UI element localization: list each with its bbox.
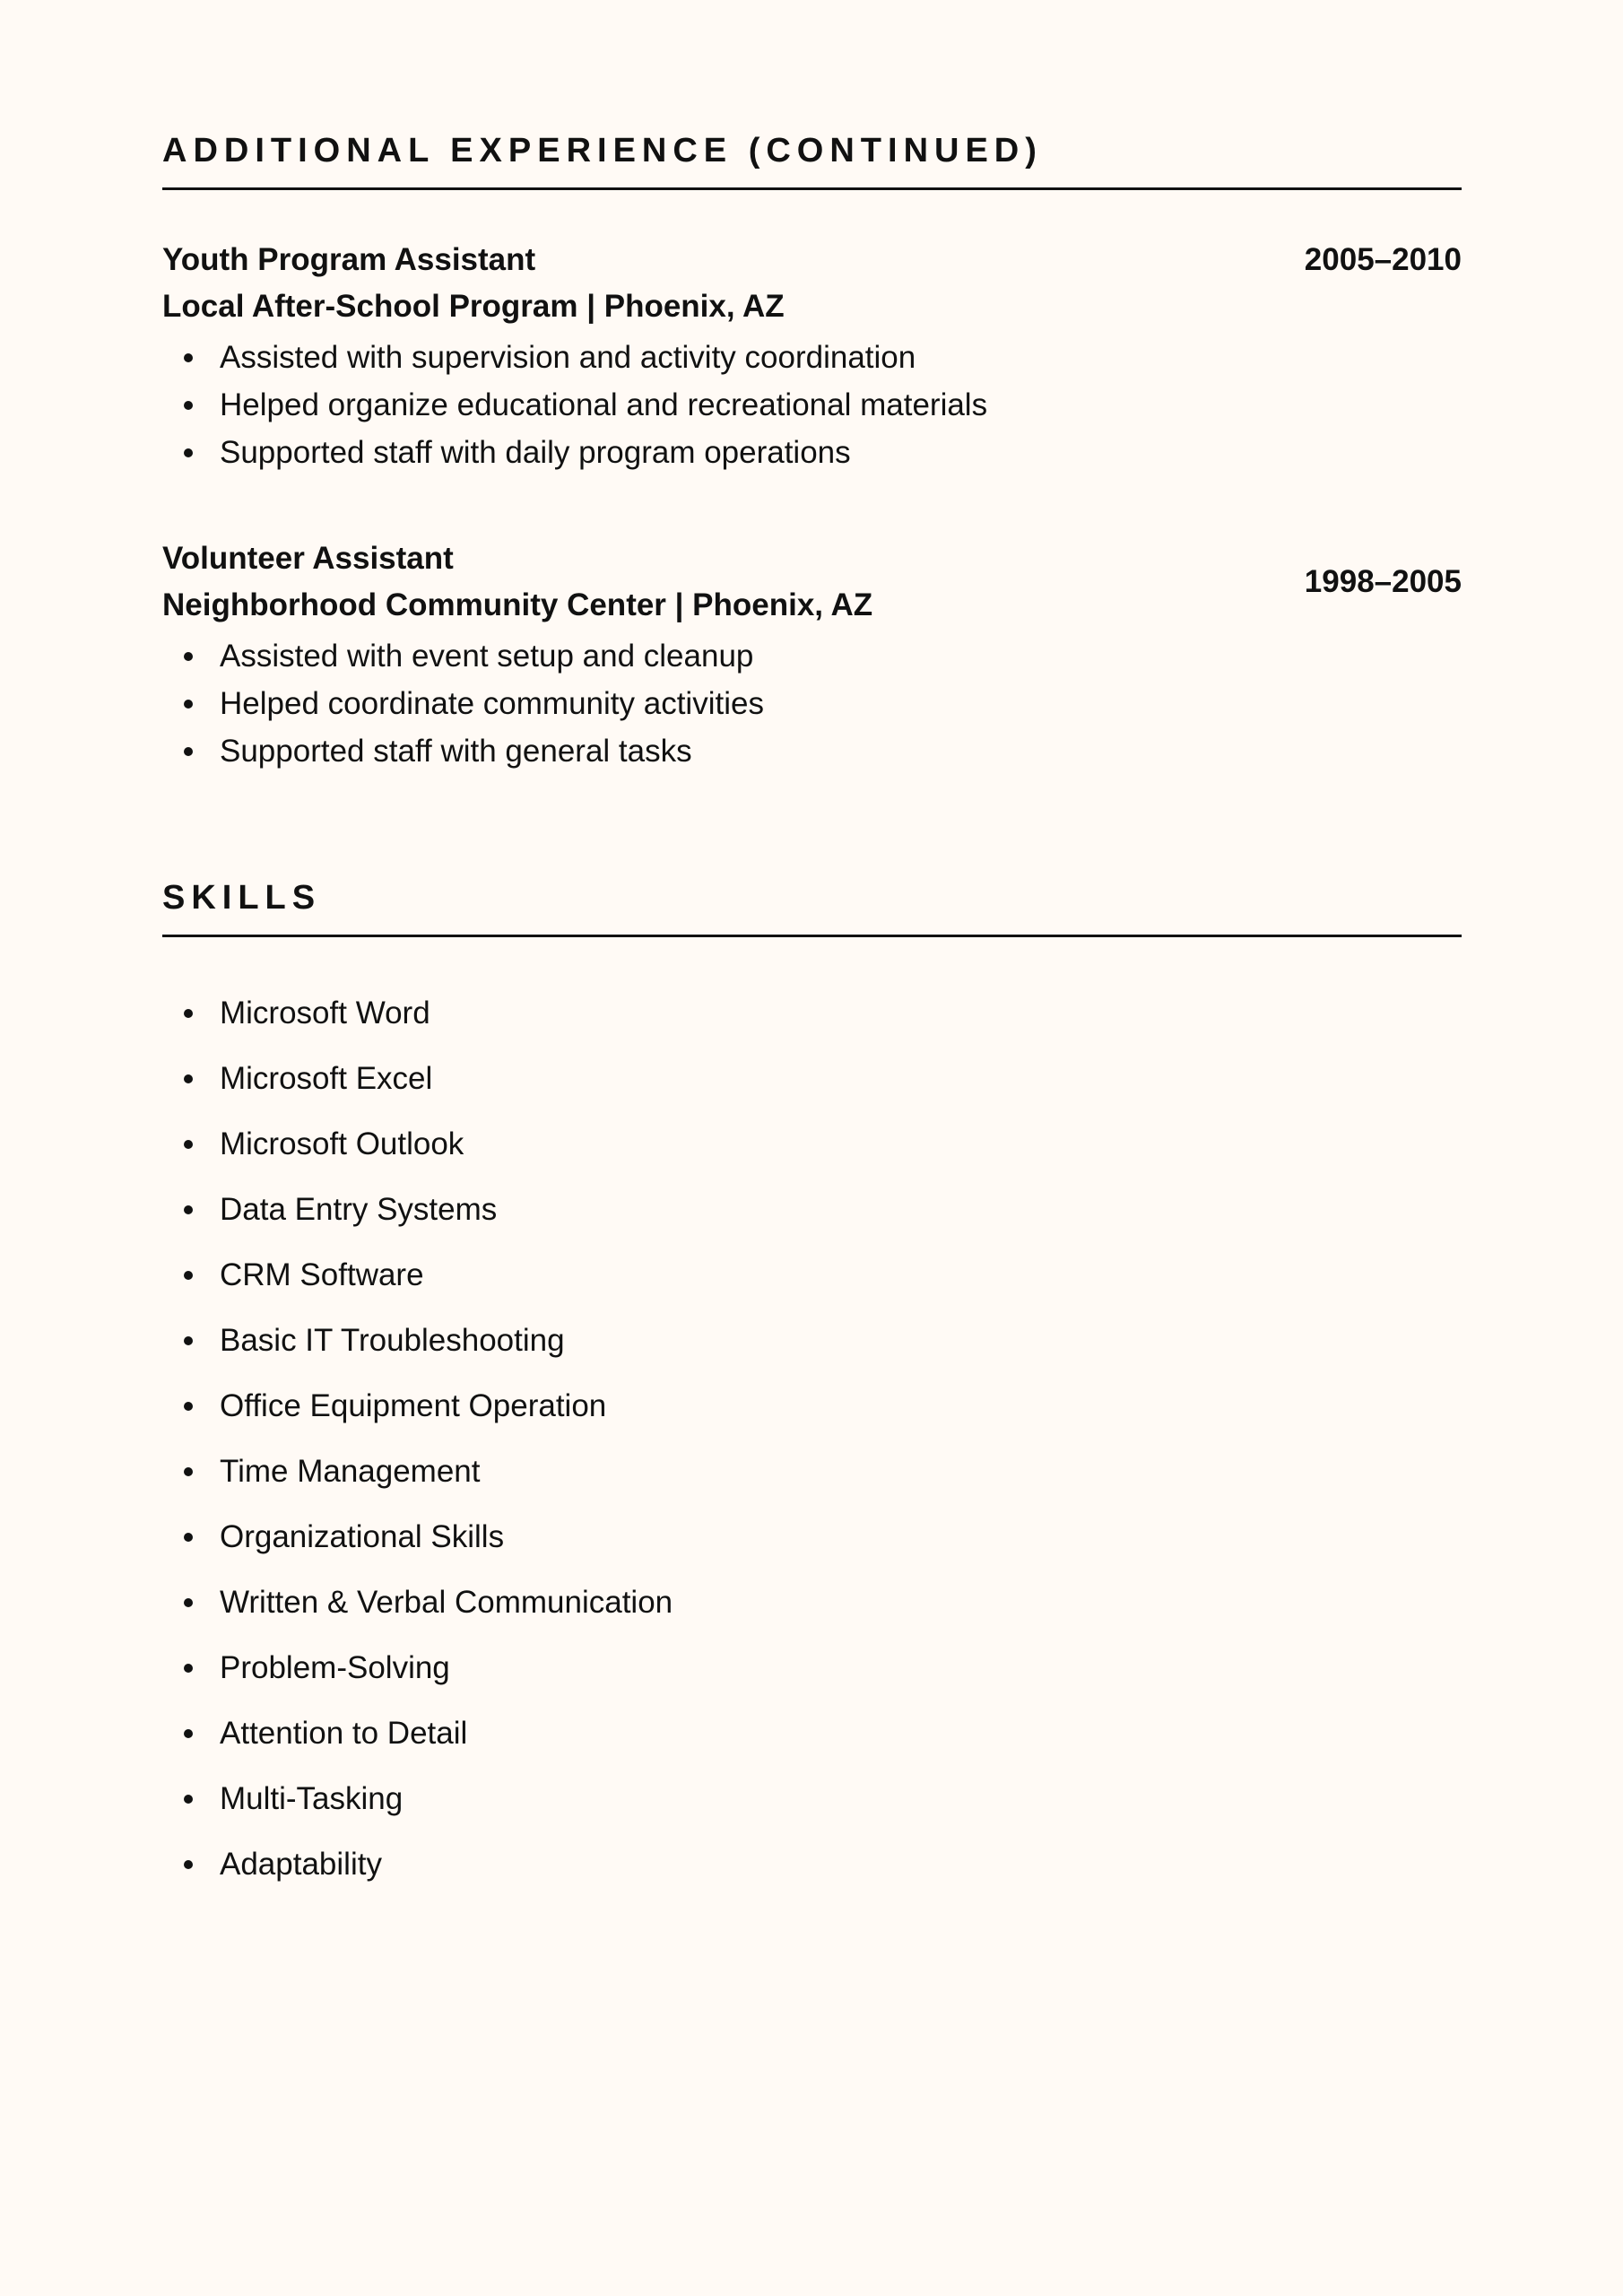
bullet-icon (184, 1467, 193, 1476)
job-organization: Neighborhood Community Center | Phoenix, AZ (162, 587, 873, 622)
job-bullet (162, 381, 1462, 429)
job-entry (162, 535, 1462, 775)
section-heading-experience: ADDITIONAL EXPERIENCE (CONTINUED) (162, 132, 1043, 170)
job-dates: 1998–2005 (1304, 564, 1462, 599)
job-title: Volunteer Assistant (162, 541, 454, 576)
skill-item (162, 1177, 1462, 1242)
skill-item (162, 1373, 1462, 1439)
bullet-icon (184, 1271, 193, 1280)
bullet-icon (184, 1598, 193, 1607)
skill-text: Microsoft Outlook (220, 1126, 464, 1161)
bullet-icon (184, 1664, 193, 1673)
bullet-icon (184, 448, 193, 457)
job-bullet (162, 334, 1462, 381)
additional-experience-section (162, 0, 1462, 775)
skill-item (162, 1570, 1462, 1635)
skill-item (162, 980, 1462, 1046)
resume-page (162, 0, 1462, 1897)
job-entry (162, 237, 1462, 476)
job-bullet-text: Helped organize educational and recreational materials (220, 387, 988, 422)
skill-text: Written & Verbal Communication (220, 1585, 673, 1620)
skill-text: Office Equipment Operation (220, 1388, 607, 1423)
job-bullet (162, 727, 1462, 775)
job-title: Youth Program Assistant (162, 242, 536, 277)
bullet-icon (184, 1009, 193, 1018)
bullet-icon (184, 1860, 193, 1869)
skill-item (162, 1046, 1462, 1111)
job-bullet (162, 632, 1462, 680)
skill-text: CRM Software (220, 1257, 424, 1292)
bullet-icon (184, 652, 193, 661)
skill-item (162, 1635, 1462, 1700)
skill-item (162, 1831, 1462, 1897)
job-bullet-text: Helped coordinate community activities (220, 686, 764, 721)
skill-text: Data Entry Systems (220, 1192, 498, 1227)
section-divider (162, 187, 1462, 190)
bullet-icon (184, 1729, 193, 1738)
skill-item (162, 1439, 1462, 1504)
skill-text: Attention to Detail (220, 1716, 468, 1751)
skill-item (162, 1504, 1462, 1570)
bullet-icon (184, 1795, 193, 1804)
job-bullet-text: Supported staff with general tasks (220, 734, 692, 769)
job-bullet (162, 680, 1462, 727)
skill-text: Basic IT Troubleshooting (220, 1323, 565, 1358)
bullet-icon (184, 747, 193, 756)
bullet-icon (184, 401, 193, 410)
skill-item (162, 1242, 1462, 1308)
skill-item (162, 1766, 1462, 1831)
job-bullet-text: Assisted with event setup and cleanup (220, 639, 754, 674)
bullet-icon (184, 700, 193, 709)
skill-text: Problem-Solving (220, 1650, 450, 1685)
job-organization: Local After-School Program | Phoenix, AZ (162, 289, 785, 324)
skill-item (162, 1111, 1462, 1177)
skill-text: Organizational Skills (220, 1519, 505, 1554)
bullet-icon (184, 353, 193, 362)
bullet-icon (184, 1074, 193, 1083)
job-bullet-text: Assisted with supervision and activity coordination (220, 340, 916, 375)
bullet-icon (184, 1533, 193, 1542)
section-divider (162, 935, 1462, 937)
skill-text: Multi-Tasking (220, 1781, 404, 1816)
bullet-icon (184, 1336, 193, 1345)
skill-item (162, 1308, 1462, 1373)
bullet-icon (184, 1140, 193, 1149)
job-bullet-list (162, 334, 1462, 476)
job-dates: 2005–2010 (1304, 242, 1462, 277)
skills-section (162, 881, 1462, 1897)
skill-item (162, 1700, 1462, 1766)
skills-list (162, 980, 1462, 1897)
skill-text: Microsoft Word (220, 996, 430, 1031)
job-bullet (162, 429, 1462, 476)
skill-text: Time Management (220, 1454, 481, 1489)
job-bullet-text: Supported staff with daily program operations (220, 435, 851, 470)
bullet-icon (184, 1402, 193, 1411)
section-heading-skills: SKILLS (162, 879, 322, 917)
skill-text: Microsoft Excel (220, 1061, 433, 1096)
job-bullet-list (162, 632, 1462, 775)
bullet-icon (184, 1205, 193, 1214)
skill-text: Adaptability (220, 1847, 382, 1882)
